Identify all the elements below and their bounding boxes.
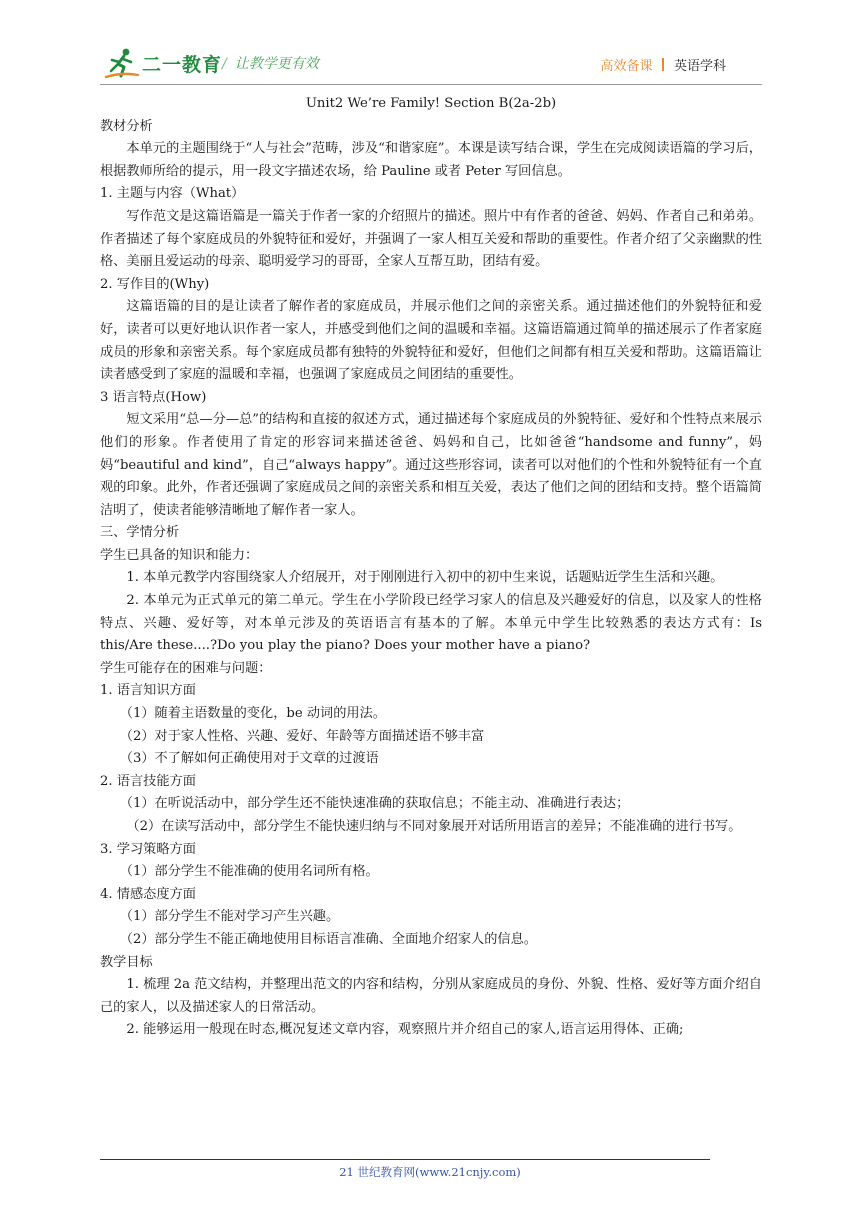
list-item: 1. 本单元教学内容围绕家人介绍展开，对于刚刚进行入初中的初中生来说，话题贴近学生生活和兴趣。 [126, 570, 724, 586]
list-item: （2）部分学生不能正确地使用目标语言准确、全面地介绍家人的信息。 [119, 931, 537, 947]
logo [104, 46, 222, 80]
list-item: （1）随着主语数量的变化，be 动词的用法。 [119, 706, 386, 722]
section-heading: 三、学情分析 [100, 525, 180, 541]
subheading: 1. 语言知识方面 [100, 683, 196, 699]
paragraph: 写作范文是这篇语篇是一篇关于作者一家的介绍照片的描述。照片中有作者的爸爸、妈妈、作者自己和弟弟。作者描述了每个家庭成员的外貌特征和爱好，并强调了一家人相互关爱和帮助的重要性。作者介绍了父亲幽默的性格、美丽且爱运动的母亲、聪明爱学习的哥哥，全家人互帮互助，团结有爱。 [100, 208, 762, 270]
list-item: （3）不了解如何正确使用对于文章的过渡语 [119, 751, 379, 767]
section-heading: 教学目标 [100, 954, 153, 970]
subheading: 2. 语言技能方面 [100, 773, 196, 789]
subheading: 学生已具备的知识和能力： [100, 547, 259, 563]
footer-divider [100, 1159, 710, 1160]
paragraph: 短文采用“总—分—总”的结构和直接的叙述方式，通过描述每个家庭成员的外貌特征、爱好和个性特点来展示他们的形象。作者使用了肯定的形容词来描述爸爸、妈妈和自己，比如爸爸“handsome and funny”，妈妈“beautiful and kind”，自己“always happy”。通过这些形容词，读者可以对他们的个性和外貌特征有一个直观的印象。此外，作者还强调了家庭成员之间的亲密关系和相互关爱，表达了他们之间的团结和支持。整个语篇简洁明了，使读者能够清晰地了解作者一家人。 [100, 412, 762, 518]
document-title: Unit2 We’re Family! Section B(2a-2b) [305, 96, 557, 111]
subheading: 4. 情感态度方面 [100, 886, 196, 902]
paragraph: 这篇语篇的目的是让读者了解作者的家庭成员，并展示他们之间的亲密关系。通过描述他们的外貌特征和爱好，读者可以更好地认识作者一家人，并感受到他们之间的温暖和幸福。这篇语篇通过简单的描述展示了作者家庭成员的形象和亲密关系。每个家庭成员都有独特的外貌特征和爱好，但他们之间都有相互关爱和帮助。这篇语篇让读者感受到了家庭的温暖和幸福，也强调了家庭成员之间团结的重要性。 [100, 299, 762, 383]
subheading: 3. 学习策略方面 [100, 841, 196, 857]
header-divider [100, 84, 762, 85]
list-item: （1）在听说活动中，部分学生还不能快速准确的获取信息；不能主动、准确进行表达； [119, 796, 630, 812]
subheading: 3 语言特点(How) [100, 389, 207, 405]
list-item: 2. 能够运用一般现在时态,概况复述文章内容，观察照片并介绍自己的家人,语言运用得体、正确; [126, 1022, 684, 1038]
slogan: / 让教学更有效 [222, 56, 319, 72]
slogan-text: 让教学更有效 [234, 56, 319, 72]
list-item: 2. 本单元为正式单元的第二单元。学生在小学阶段已经学习家人的信息及兴趣爱好的信息，以及家人的性格特点、兴趣、爱好等，对本单元涉及的英语语言有基本的了解。本单元中学生比较熟悉的表达方式有：Is this/Are these....?Do you play the piano? Does your mother have a piano? [100, 593, 762, 654]
subheading: 2. 写作目的(Why) [100, 276, 210, 292]
paragraph: 本单元的主题围绕于“人与社会”范畴，涉及“和谐家庭”。本课是读写结合课，学生在完成阅读语篇的学习后，根据教师所给的提示，用一段文字描述农场，给 Pauline 或者 Peter 写回信息。 [100, 141, 762, 179]
logo-text: 二一教育 [142, 53, 223, 76]
list-item: （1）部分学生不能对学习产生兴趣。 [119, 909, 340, 925]
header-tags [600, 55, 726, 74]
document-body [100, 93, 762, 1042]
runner-logo-icon [104, 47, 140, 79]
footer-text: 21 世纪教育网(www.21cnjy.com) [339, 1165, 521, 1179]
left-tag: 高效备课 [600, 59, 653, 74]
page-header [0, 0, 860, 92]
subheading: 学生可能存在的困难与问题： [100, 660, 272, 676]
subheading: 1. 主题与内容（What） [100, 186, 245, 202]
list-item: （2）在读写活动中，部分学生不能快速归纳与不同对象展开对话所用语言的差异；不能准确的进行书写。 [126, 819, 742, 834]
list-item: （2）对于家人性格、兴趣、爱好、年龄等方面描述语不够丰富 [119, 728, 485, 744]
list-item: （1）部分学生不能准确的使用名词所有格。 [119, 864, 379, 880]
tag-divider [662, 58, 664, 71]
list-item: 1. 梳理 2a 范文结构，并整理出范文的内容和结构，分别从家庭成员的身份、外貌、性格、爱好等方面介绍自己的家人，以及描述家人的日常活动。 [100, 977, 762, 1015]
section-heading: 教材分析 [100, 118, 153, 134]
right-tag: 英语学科 [673, 59, 726, 74]
